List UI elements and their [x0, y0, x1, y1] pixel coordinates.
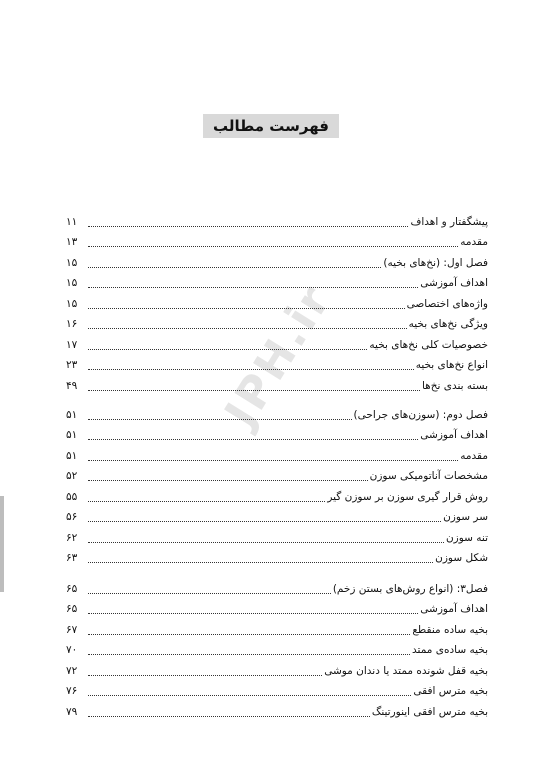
toc-entry-page: ۷۲ — [66, 664, 78, 677]
toc-entry-label: فصل دوم: (سوزن‌های جراحی) — [353, 408, 488, 421]
page-edge-mark — [0, 496, 4, 592]
dot-leader — [88, 562, 433, 563]
page-title: فهرست مطالب — [203, 114, 339, 138]
dot-leader — [88, 267, 381, 268]
toc-entry-label: بخیه قفل شونده ممتد یا دندان موشی — [324, 664, 488, 677]
dot-leader — [88, 349, 367, 350]
dot-leader — [88, 480, 368, 481]
toc-entry-page: ۱۶ — [66, 318, 78, 330]
toc-entry-page: ۱۵ — [66, 256, 78, 269]
toc-entry-page: ۱۳ — [66, 236, 78, 248]
dot-leader — [88, 695, 411, 696]
dot-leader — [88, 369, 414, 370]
dot-leader — [88, 654, 410, 655]
toc-entry-label: بخیه مترس افقی — [413, 685, 488, 697]
toc-entry-page: ۶۲ — [66, 531, 78, 544]
toc-entry-label: خصوصیات کلی نخ‌های بخیه — [369, 338, 488, 351]
toc-entry — [66, 422, 488, 443]
dot-leader — [88, 460, 458, 461]
toc-entry-label: مشخصات آناتومیکی سوزن — [369, 470, 488, 482]
toc-entry — [66, 249, 488, 270]
toc-entry — [66, 698, 488, 719]
toc-entry-page: ۱۱ — [66, 215, 78, 228]
toc-entry — [66, 442, 488, 463]
toc-entry — [66, 545, 488, 566]
toc-entry-label: اهداف آموزشی — [420, 603, 488, 615]
toc-entry — [66, 616, 488, 637]
toc-entry-label: بخیه مترس افقی اینورتینگ — [371, 705, 488, 718]
toc-entry-page: ۵۱ — [66, 408, 78, 421]
toc-entry-label: بسته بندی نخ‌ها — [421, 379, 488, 392]
dot-leader — [88, 246, 458, 247]
dot-leader — [88, 390, 420, 391]
toc-entry-page: ۶۷ — [66, 623, 78, 636]
toc-entry-page: ۵۲ — [66, 470, 78, 482]
toc-entry-label: اهداف آموزشی — [420, 277, 488, 289]
toc-entry — [66, 311, 488, 332]
dot-leader — [88, 521, 441, 522]
toc-entry — [66, 524, 488, 545]
toc-entry-label: پیشگفتار و اهداف — [410, 215, 488, 228]
toc-entry-page: ۷۶ — [66, 685, 78, 697]
dot-leader — [88, 716, 370, 717]
dot-leader — [88, 328, 407, 329]
toc-entry — [66, 504, 488, 525]
title-wrap — [0, 114, 542, 138]
toc-entry — [66, 401, 488, 422]
dot-leader — [88, 542, 444, 543]
toc-entry-page: ۱۵ — [66, 297, 78, 310]
toc-entry-page: ۵۱ — [66, 429, 78, 441]
toc-entry-page: ۱۷ — [66, 338, 78, 351]
dot-leader — [88, 634, 410, 635]
dot-leader — [88, 287, 418, 288]
watermark: JPH.ir — [215, 275, 342, 436]
toc-entry-page: ۵۶ — [66, 511, 78, 523]
toc-entry-label: ویژگی نخ‌های بخیه — [408, 318, 488, 330]
toc-entry-page: ۲۳ — [66, 359, 78, 371]
toc-entry-label: فصل۳: (انواع روش‌های بستن زخم) — [332, 582, 488, 595]
toc-entry — [66, 372, 488, 393]
toc-entry-page: ۶۵ — [66, 603, 78, 615]
toc-entry — [66, 483, 488, 504]
toc-section-3 — [66, 575, 488, 719]
toc-entry-label: روش قرار گیری سوزن بر سوزن گیر — [327, 490, 488, 503]
toc-entry — [66, 270, 488, 291]
toc-entry — [66, 208, 488, 229]
dot-leader — [88, 613, 418, 614]
dot-leader — [88, 226, 408, 227]
toc-entry — [66, 229, 488, 250]
toc-entry-page: ۴۹ — [66, 379, 78, 392]
toc-entry-label: شکل سوزن — [435, 552, 488, 564]
toc-entry-label: اهداف آموزشی — [420, 429, 488, 441]
toc-entry — [66, 352, 488, 373]
toc-entry — [66, 331, 488, 352]
toc-entry-label: فصل اول: (نخ‌های بخیه) — [383, 256, 488, 269]
toc-entry — [66, 290, 488, 311]
toc-entry-label: انواع نخ‌های بخیه — [415, 359, 488, 371]
toc-entry-page: ۷۹ — [66, 705, 78, 718]
toc-entry-label: بخیه ساده‌ی ممتد — [412, 644, 488, 656]
toc-entry — [66, 678, 488, 699]
toc-entry-label: تنه سوزن — [445, 531, 488, 544]
toc-entry-label: سر سوزن — [443, 511, 488, 523]
toc-entry-label: مقدمه — [460, 236, 488, 248]
toc-entry — [66, 657, 488, 678]
dot-leader — [88, 419, 352, 420]
toc-entry — [66, 637, 488, 658]
toc-entry-label: بخیه ساده منقطع — [412, 623, 488, 636]
toc-entry — [66, 596, 488, 617]
dot-leader — [88, 501, 325, 502]
toc-section-2 — [66, 401, 488, 565]
toc-entry-page: ۵۱ — [66, 449, 78, 462]
toc-entry-page: ۱۵ — [66, 277, 78, 289]
toc-entry — [66, 575, 488, 596]
toc-entry-page: ۶۵ — [66, 582, 78, 595]
toc-entry-label: مقدمه — [460, 449, 488, 462]
toc-entry-page: ۶۳ — [66, 552, 78, 564]
dot-leader — [88, 439, 418, 440]
toc-entry-page: ۷۰ — [66, 644, 78, 656]
dot-leader — [88, 675, 322, 676]
dot-leader — [88, 308, 405, 309]
toc-section-1 — [66, 208, 488, 393]
toc-entry — [66, 463, 488, 484]
toc-entry-page: ۵۵ — [66, 490, 78, 503]
dot-leader — [88, 593, 331, 594]
toc-entry-label: واژه‌های اختصاصی — [406, 297, 488, 310]
